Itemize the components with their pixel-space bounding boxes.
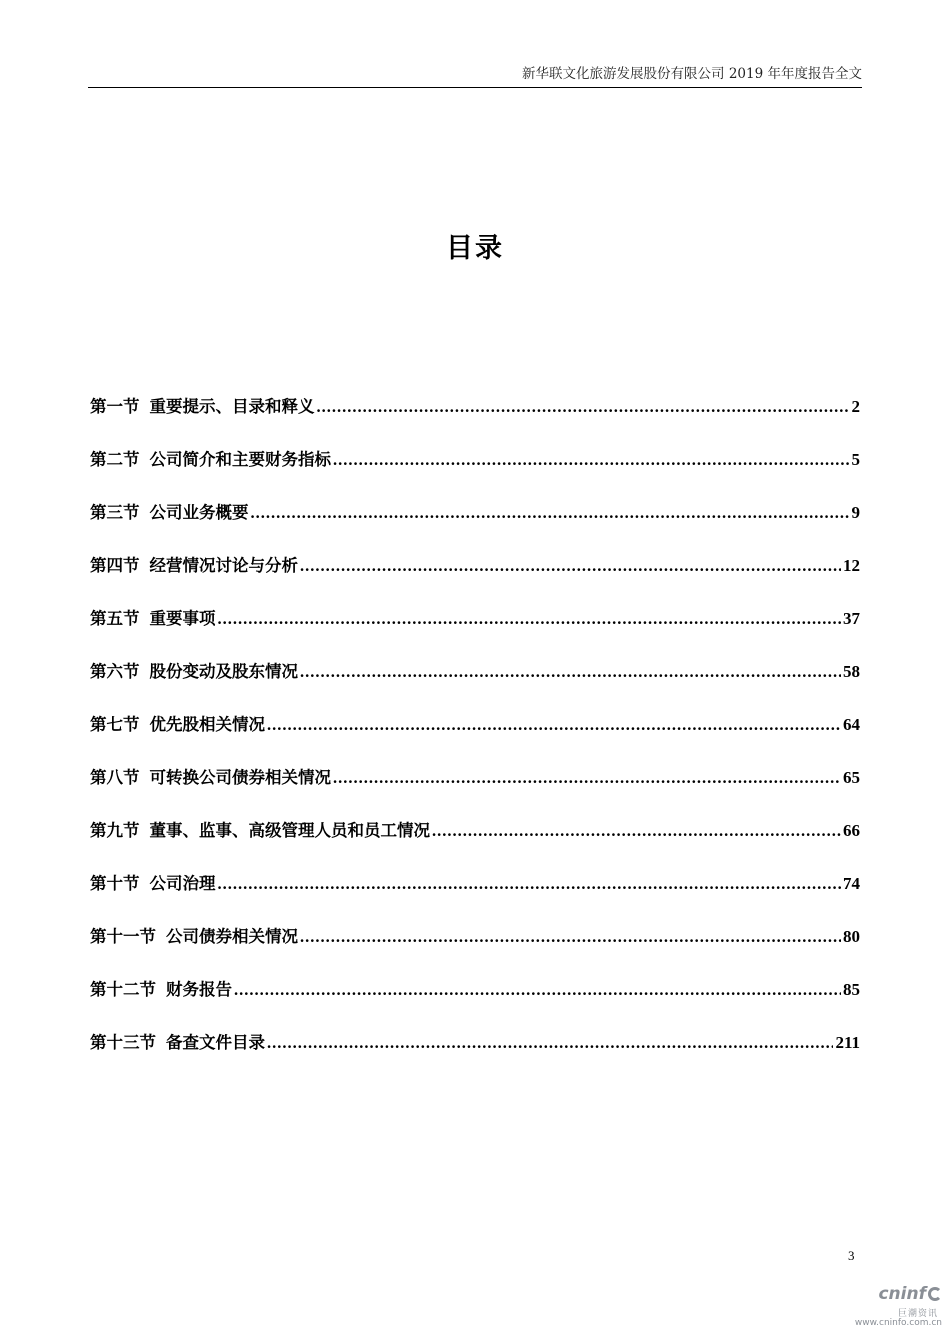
toc-page: 58 bbox=[843, 662, 860, 681]
toc-section: 第十三节 bbox=[90, 1033, 156, 1052]
toc-name: 公司债券相关情况 bbox=[166, 927, 298, 946]
cninfo-logo bbox=[878, 1284, 942, 1304]
toc-page: 74 bbox=[843, 874, 860, 893]
toc-page: 9 bbox=[851, 503, 860, 522]
toc-name: 经营情况讨论与分析 bbox=[149, 556, 298, 575]
toc-entry-10[interactable] bbox=[90, 870, 860, 923]
toc-name: 股份变动及股东情况 bbox=[149, 662, 298, 681]
toc-section: 第六节 bbox=[90, 662, 140, 681]
toc-page: 2 bbox=[851, 397, 860, 416]
cninfo-watermark bbox=[848, 1284, 944, 1334]
toc-name: 重要提示、目录和释义 bbox=[149, 397, 315, 416]
toc-page: 37 bbox=[843, 609, 860, 628]
toc-name: 可转换公司债券相关情况 bbox=[149, 768, 331, 787]
toc-title: 目录 bbox=[446, 233, 504, 264]
toc-page: 64 bbox=[843, 715, 860, 734]
toc-name: 公司业务概要 bbox=[149, 503, 249, 522]
toc-leader-dots bbox=[300, 662, 841, 682]
toc-leader-dots bbox=[251, 503, 850, 523]
toc-leader-dots bbox=[218, 609, 842, 629]
toc-page: 85 bbox=[843, 980, 860, 999]
toc-entry-4[interactable] bbox=[90, 552, 860, 605]
toc-entry-2[interactable] bbox=[90, 446, 860, 499]
toc-name: 财务报告 bbox=[166, 980, 232, 999]
toc-name: 重要事项 bbox=[149, 609, 216, 628]
toc-entry-5[interactable] bbox=[90, 605, 860, 658]
toc-name: 公司治理 bbox=[149, 874, 216, 893]
toc-leader-dots bbox=[333, 450, 850, 470]
toc-page: 80 bbox=[843, 927, 860, 946]
cninfo-logo-text: cninf bbox=[878, 1284, 926, 1304]
toc-leader-dots bbox=[317, 397, 850, 417]
toc-leader-dots bbox=[234, 980, 841, 1000]
toc-section: 第十二节 bbox=[90, 980, 156, 999]
toc-section: 第四节 bbox=[90, 556, 140, 575]
toc-section: 第一节 bbox=[90, 397, 140, 416]
toc-leader-dots bbox=[432, 821, 841, 841]
toc-page: 5 bbox=[851, 450, 860, 469]
toc-entry-6[interactable] bbox=[90, 658, 860, 711]
toc-section: 第八节 bbox=[90, 768, 140, 787]
toc-entry-9[interactable] bbox=[90, 817, 860, 870]
table-of-contents bbox=[90, 393, 860, 1082]
toc-leader-dots bbox=[218, 874, 842, 894]
toc-name: 董事、监事、高级管理人员和员工情况 bbox=[149, 821, 430, 840]
toc-section: 第七节 bbox=[90, 715, 140, 734]
toc-entry-8[interactable] bbox=[90, 764, 860, 817]
toc-entry-1[interactable] bbox=[90, 393, 860, 446]
toc-page: 66 bbox=[843, 821, 860, 840]
toc-section: 第九节 bbox=[90, 821, 140, 840]
toc-entry-3[interactable] bbox=[90, 499, 860, 552]
toc-leader-dots bbox=[267, 715, 841, 735]
toc-entry-13[interactable] bbox=[90, 1029, 860, 1082]
toc-name: 公司简介和主要财务指标 bbox=[149, 450, 331, 469]
toc-leader-dots bbox=[300, 927, 841, 947]
toc-leader-dots bbox=[300, 556, 841, 576]
page-number: 3 bbox=[848, 1248, 855, 1263]
toc-section: 第十一节 bbox=[90, 927, 156, 946]
swirl-icon bbox=[928, 1287, 942, 1301]
toc-name: 备查文件目录 bbox=[166, 1033, 265, 1052]
toc-name: 优先股相关情况 bbox=[149, 715, 265, 734]
toc-leader-dots bbox=[333, 768, 841, 788]
toc-section: 第十节 bbox=[90, 874, 140, 893]
toc-section: 第二节 bbox=[90, 450, 140, 469]
cninfo-url: www.cninfo.com.cn bbox=[854, 1318, 942, 1328]
toc-entry-7[interactable] bbox=[90, 711, 860, 764]
toc-section: 第五节 bbox=[90, 609, 140, 628]
toc-section: 第三节 bbox=[90, 503, 140, 522]
toc-entry-12[interactable] bbox=[90, 976, 860, 1029]
toc-leader-dots bbox=[267, 1033, 833, 1053]
cninfo-chinese-name: 巨潮资讯 bbox=[897, 1309, 938, 1319]
toc-page: 12 bbox=[843, 556, 860, 575]
toc-page: 211 bbox=[835, 1033, 860, 1052]
document-header: 新华联文化旅游发展股份有限公司 2019 年年度报告全文 bbox=[88, 62, 862, 88]
toc-entry-11[interactable] bbox=[90, 923, 860, 976]
toc-page: 65 bbox=[843, 768, 860, 787]
